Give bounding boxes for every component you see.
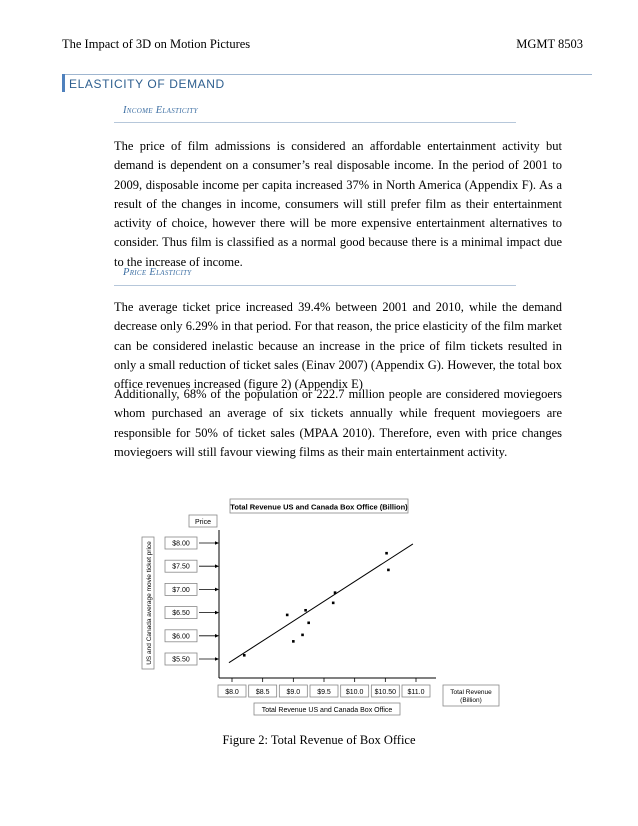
x-tick-label: $10.0 bbox=[345, 689, 364, 696]
y-tick-label: $8.00 bbox=[172, 540, 190, 548]
y-axis-title: Price bbox=[195, 519, 211, 526]
y-tick-label: $5.50 bbox=[172, 656, 190, 664]
income-paragraph: The price of film admissions is considered an affordable entertainment activity but demand is dependent on a consumer’s real disposable income. In the period of 2001 to 2009, disposable income per capita increased 37% in North America (Appendix F). As a result of the changes in income, consumers will still prefer film as their entertainment activity of choice, however there will be more expensive entertainment alternatives to consider. Thus film is classified as a normal good because there is a minimal impact due to the increase of income. bbox=[114, 139, 562, 269]
data-point bbox=[304, 609, 307, 612]
x-tick-label: $8.5 bbox=[255, 689, 270, 696]
y-tick-group bbox=[165, 537, 219, 665]
trendline bbox=[229, 544, 413, 663]
x-tick-label: $10.50 bbox=[374, 689, 397, 696]
data-point bbox=[301, 634, 304, 637]
price-paragraph-2: Additionally, 68% of the population or 222.7 million people are considered moviegoers whom purchased an average of six tickets annually while frequent moviegoers are responsible for 50% of ticket sales (MPAA 2010). Therefore, even with price changes moviegoers will still favour viewing films as their main entertainment activity. bbox=[114, 387, 562, 459]
y-tick-label: $7.00 bbox=[172, 586, 190, 594]
x-tick-label: $9.5 bbox=[317, 689, 331, 696]
data-point bbox=[243, 654, 246, 657]
figure-caption: Figure 2: Total Revenue of Box Office bbox=[222, 733, 416, 747]
section-title: ELASTICITY OF DEMAND bbox=[69, 77, 225, 91]
scatter-chart-svg bbox=[140, 497, 502, 717]
y-tick-arrow bbox=[215, 657, 219, 661]
section-accent-bar bbox=[62, 74, 65, 92]
income-elasticity-heading: Income Elasticity bbox=[123, 105, 198, 116]
y-tick-label: $7.50 bbox=[172, 563, 190, 571]
header-title: The Impact of 3D on Motion Pictures bbox=[62, 37, 251, 51]
data-point bbox=[286, 614, 289, 617]
x-tick-label: $8.0 bbox=[225, 689, 239, 696]
data-point bbox=[334, 591, 337, 594]
y-tick-label: $6.00 bbox=[172, 633, 190, 641]
y-tick-arrow bbox=[215, 611, 219, 615]
data-point bbox=[332, 602, 335, 605]
x-axis-title-line1: Total Revenue bbox=[450, 689, 492, 696]
y-tick-label: $6.50 bbox=[172, 610, 190, 618]
y-tick-arrow bbox=[215, 588, 219, 592]
chart-title: Total Revenue US and Canada Box Office (Billion) bbox=[230, 502, 408, 512]
x-axis-title-line2: (Billion) bbox=[460, 697, 482, 704]
data-point bbox=[387, 569, 390, 572]
y-tick-arrow bbox=[215, 564, 219, 568]
header-course-code: MGMT 8503 bbox=[516, 37, 583, 51]
price-paragraph-1: The average ticket price increased 39.4% between 2001 and 2010, while the demand decrease only 6.29% in that period. For that reason, the price elasticity of the film market can be considered inelastic because an increase in the price of film tickets resulted in only a small reduction of ticket sales (Einav 2007) (Appendix G). However, the total box office revenues increased (figure 2) (Appendix E) bbox=[114, 300, 562, 392]
x-tick-group bbox=[218, 678, 430, 697]
x-tick-label: $9.0 bbox=[286, 689, 301, 696]
price-heading-rule bbox=[114, 285, 516, 286]
y-tick-arrow bbox=[215, 634, 219, 638]
y-tick-arrow bbox=[215, 541, 219, 545]
data-point bbox=[307, 622, 310, 625]
figure-scatter-chart bbox=[140, 497, 502, 717]
y-axis-label: US and Canada average movie ticket price bbox=[146, 541, 153, 665]
running-header bbox=[62, 37, 583, 53]
x-axis-label: Total Revenue US and Canada Box Office bbox=[261, 707, 393, 714]
income-heading-rule bbox=[114, 122, 516, 123]
price-elasticity-heading: Price Elasticity bbox=[123, 267, 192, 278]
x-tick-label: $11.0 bbox=[407, 689, 425, 696]
data-point bbox=[385, 552, 388, 555]
data-points bbox=[243, 552, 390, 657]
section-rule bbox=[62, 74, 592, 75]
data-point bbox=[292, 640, 295, 643]
